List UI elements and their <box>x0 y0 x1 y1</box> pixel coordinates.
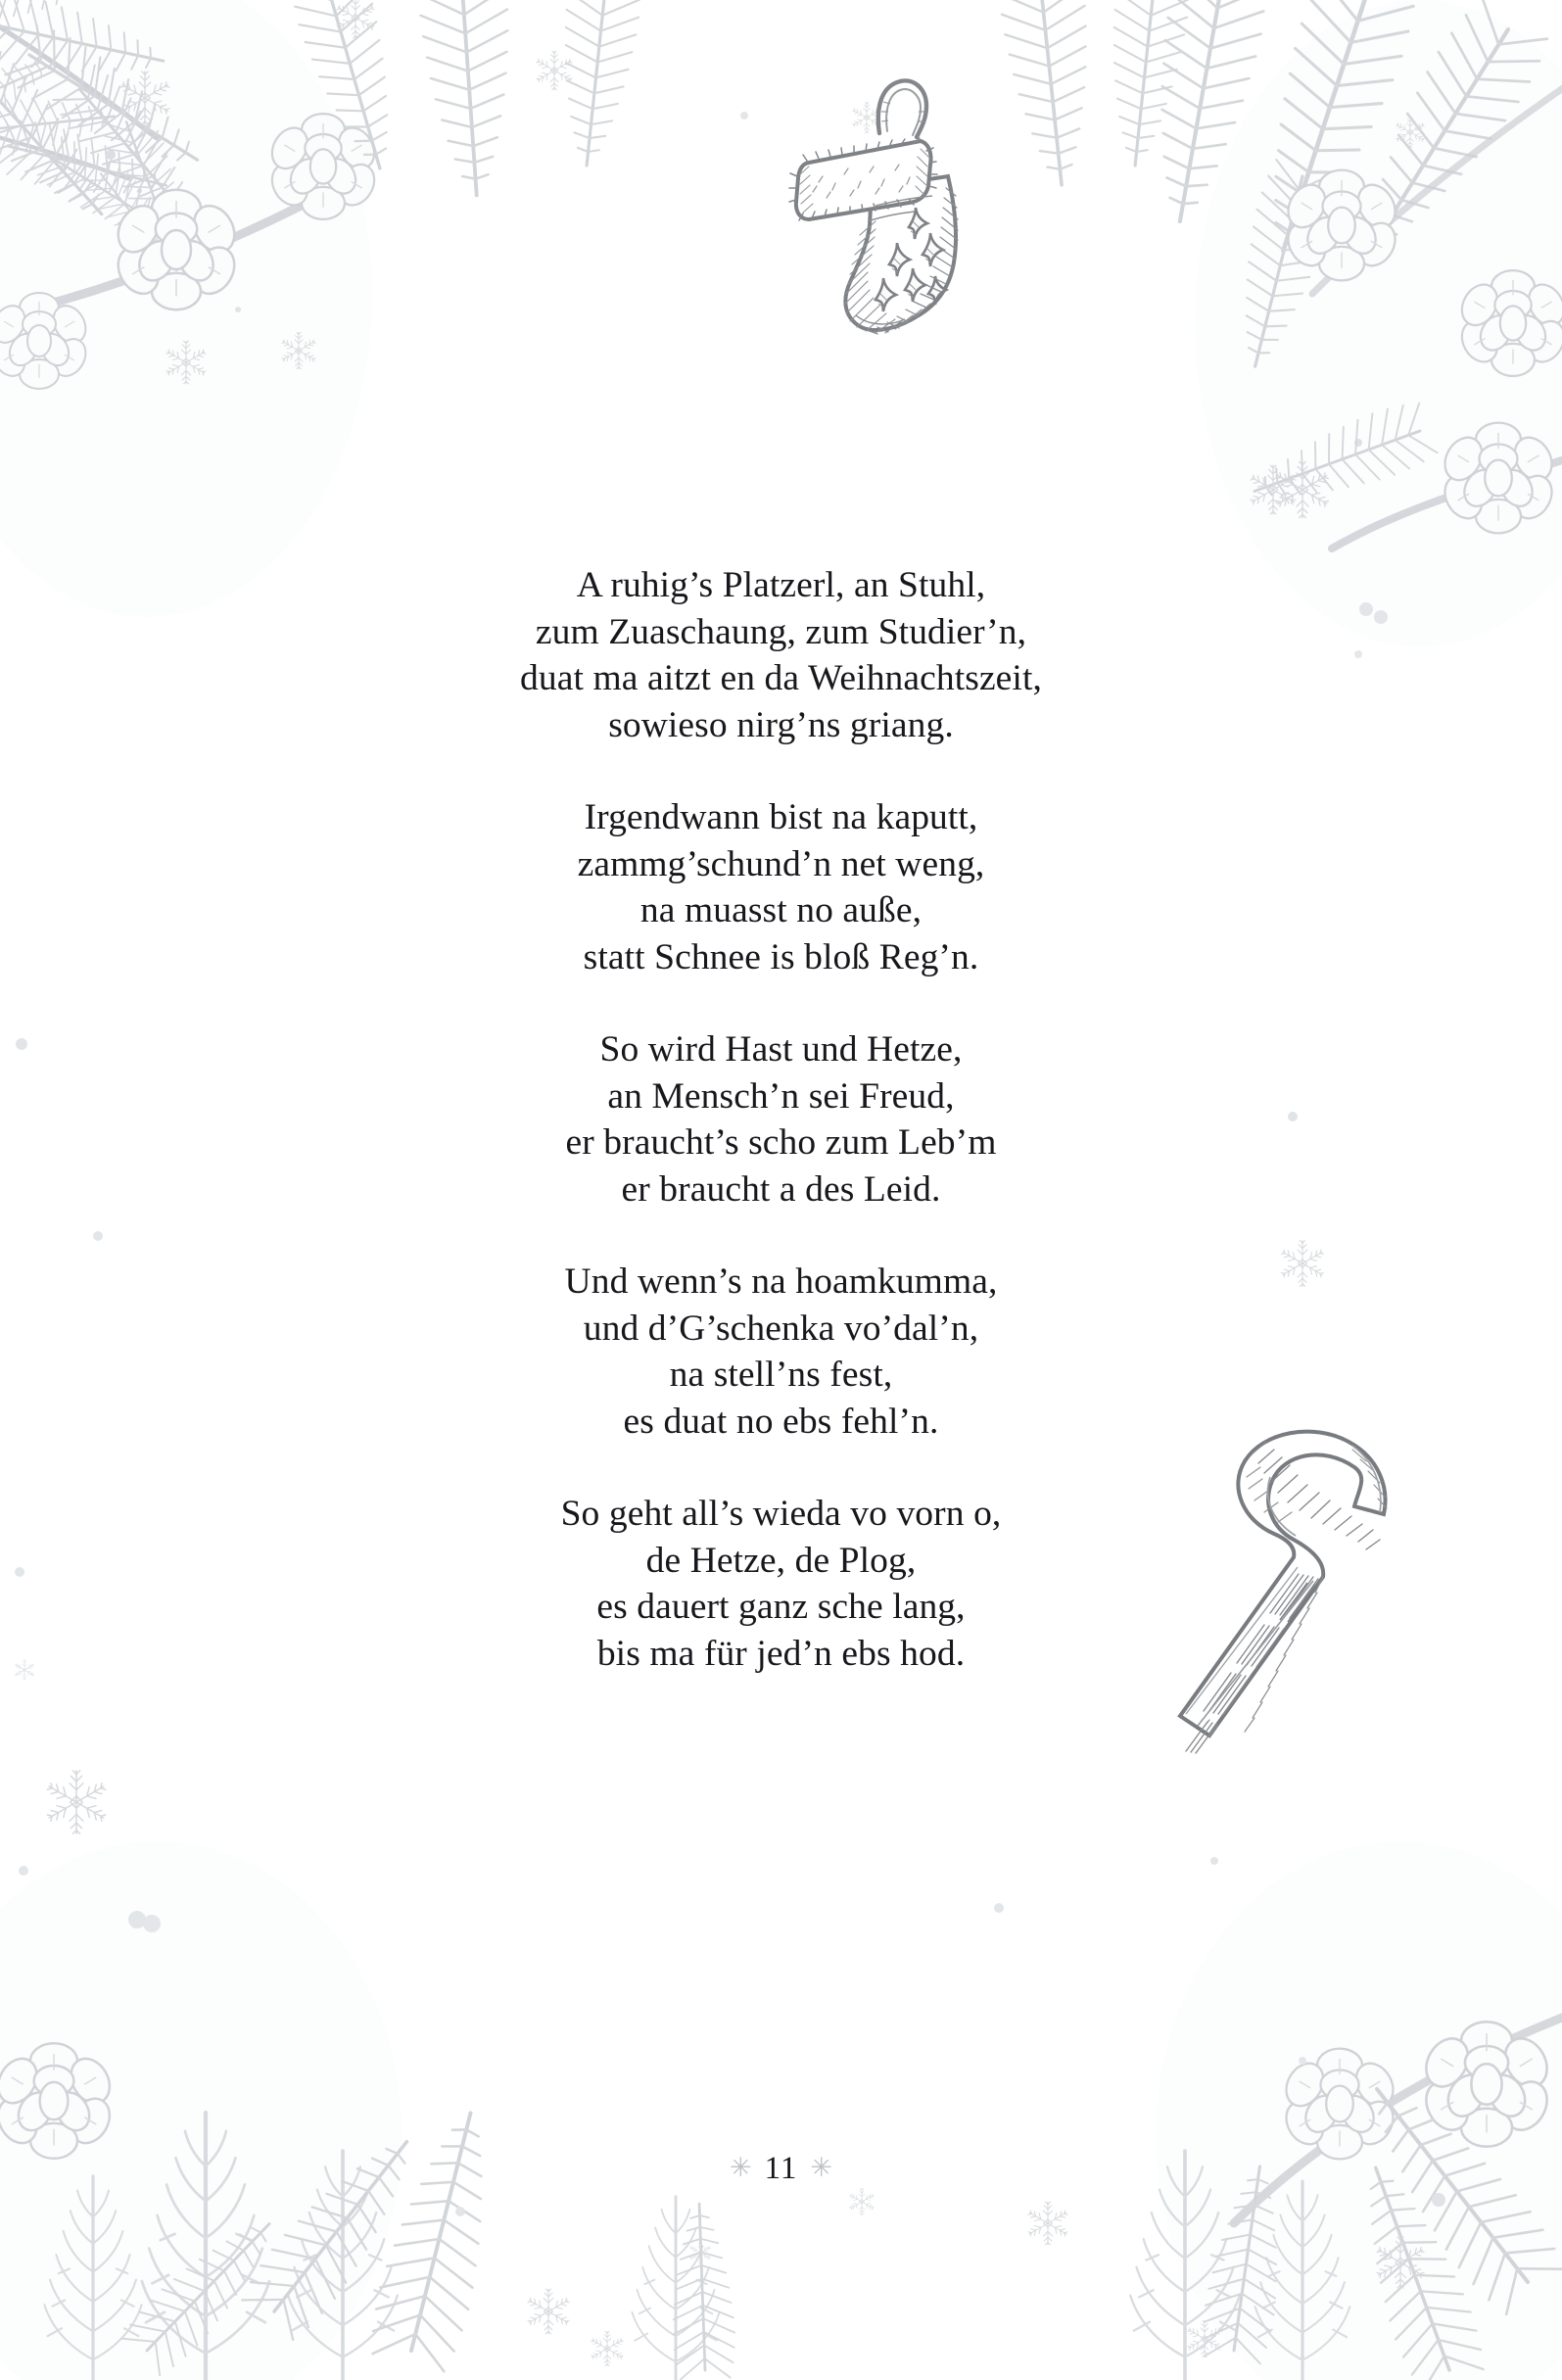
poem-line: zammg’schund’n net weng, <box>577 843 985 884</box>
snowflake-ornament-left: ✳ <box>729 2153 752 2183</box>
decor-top-center <box>284 0 1193 199</box>
poem-line: duat ma aitzt en da Weihnachtszeit, <box>520 658 1042 698</box>
poem-line: bis ma für jed’n ebs hod. <box>596 1633 966 1674</box>
poem-line: zum Zuaschaung, zum Studier’n, <box>535 611 1027 652</box>
poem-stanza <box>0 562 1562 748</box>
poem-stanza <box>0 1259 1562 1445</box>
poem-stanza <box>0 1026 1562 1213</box>
poem-line: er braucht’s scho zum Leb’m <box>565 1122 997 1163</box>
poem-stanza <box>0 1491 1562 1677</box>
page-footer <box>0 2147 1562 2188</box>
poem-line: So wird Hast und Hetze, <box>599 1029 963 1070</box>
poem-line: statt Schnee is bloß Reg’n. <box>583 936 979 977</box>
poem-body <box>0 562 1562 1677</box>
poem-line: A ruhig’s Platzerl, an Stuhl, <box>576 565 986 605</box>
page-number: 11 <box>764 2151 798 2187</box>
poem-line: Und wenn’s na hoamkumma, <box>564 1261 998 1302</box>
poem-line: und d’G’schenka vo’dal’n, <box>583 1308 979 1349</box>
poem-line: an Mensch’n sei Freud, <box>607 1075 955 1117</box>
decor-bottom-left <box>0 2043 624 2380</box>
decor-top-right <box>1133 0 1562 658</box>
poem-line: sowieso nirg’ns griang. <box>608 704 954 745</box>
poem-line: Irgendwann bist na kaputt, <box>584 797 978 837</box>
snowflake-ornament-right: ✳ <box>810 2153 833 2183</box>
decor-bottom-center <box>632 2188 875 2380</box>
poem-line: de Hetze, de Plog, <box>645 1540 917 1581</box>
christmas-stocking-illustration <box>774 72 1038 366</box>
poem-line: na stell’ns fest, <box>669 1355 893 1395</box>
decor-bottom-right <box>1027 2018 1562 2380</box>
poem-line: So geht all’s wieda vo vorn o, <box>560 1494 1002 1534</box>
poem-line: na muasst no auße, <box>639 890 923 930</box>
poem-line: es dauert ganz sche lang, <box>596 1587 966 1627</box>
poem-stanza <box>0 794 1562 980</box>
poem-line: es duat no ebs fehl’n. <box>623 1401 939 1442</box>
poem-line: er braucht a des Leid. <box>621 1168 941 1210</box>
decor-top-left <box>0 0 381 389</box>
